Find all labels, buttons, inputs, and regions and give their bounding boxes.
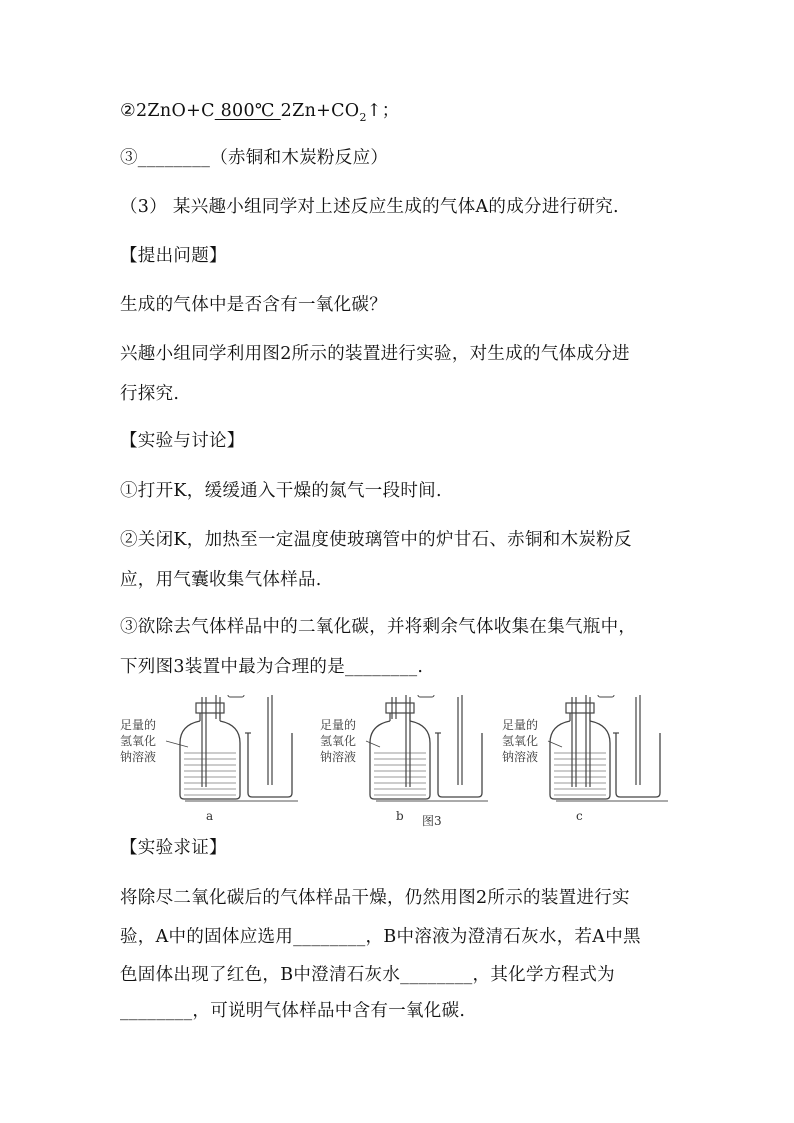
section-heading-verification: 【实验求证】 bbox=[120, 838, 227, 858]
paragraph-line: ②关闭K，加热至一定温度使玻璃管中的炉甘石、赤铜和木炭粉反 bbox=[120, 530, 632, 550]
paragraph-line: 行探究. bbox=[120, 384, 180, 404]
paragraph-line: 色固体出现了红色，B中澄清石灰水________，其化学方程式为 bbox=[120, 965, 615, 985]
apparatus-a bbox=[120, 695, 298, 823]
paragraph-line: 验，A中的固体应选用________，B中溶液为澄清石灰水，若A中黑 bbox=[120, 927, 641, 947]
figure-3-apparatus bbox=[120, 695, 680, 835]
label-line: 氢氧化 bbox=[320, 734, 357, 748]
label-line: 氢氧化 bbox=[502, 734, 539, 748]
paragraph-line: 兴趣小组同学利用图2所示的装置进行实验，对生成的气体成分进 bbox=[120, 344, 630, 364]
paragraph-line: 下列图3装置中最为合理的是________. bbox=[120, 657, 424, 677]
equation-tail: ↑； bbox=[366, 101, 400, 121]
equation-reactants: ②2ZnO+C bbox=[120, 101, 215, 121]
equation-line bbox=[120, 101, 400, 124]
label-line: 氢氧化 bbox=[120, 734, 157, 748]
figure-caption: 图3 bbox=[422, 814, 442, 828]
section-heading-question: 【提出问题】 bbox=[120, 246, 227, 266]
paragraph-line: 将除尽二氧化碳后的气体样品干燥，仍然用图2所示的装置进行实 bbox=[120, 888, 630, 908]
equation-products: 2Zn+CO bbox=[280, 101, 360, 121]
paragraph-line: ①打开K，缓缓通入干燥的氮气一段时间. bbox=[120, 481, 442, 501]
reaction-condition: 800℃ bbox=[214, 101, 281, 121]
sublabel-a: a bbox=[206, 809, 214, 823]
paragraph-line: 生成的气体中是否含有一氧化碳？ bbox=[120, 295, 387, 315]
label-line: 足量的 bbox=[120, 718, 157, 732]
paragraph-line: ③欲除去气体样品中的二氧化碳，并将剩余气体收集在集气瓶中， bbox=[120, 617, 637, 637]
apparatus-c bbox=[502, 695, 668, 823]
paragraph-line: 应，用气囊收集气体样品. bbox=[120, 570, 322, 590]
label-line: 钠溶液 bbox=[120, 750, 157, 764]
sublabel-c: c bbox=[576, 809, 583, 823]
section-heading-experiment: 【实验与讨论】 bbox=[120, 431, 245, 451]
paragraph-line: ________，可说明气体样品中含有一氧化碳. bbox=[120, 1001, 466, 1021]
subscript: 2 bbox=[359, 111, 367, 124]
label-line: 钠溶液 bbox=[502, 750, 539, 764]
question-3-intro: （3） 某兴趣小组同学对上述反应生成的气体A的成分进行研究. bbox=[120, 197, 619, 217]
label-line: 钠溶液 bbox=[320, 750, 357, 764]
sublabel-b: b bbox=[396, 809, 404, 823]
question-blank-line: ③________（赤铜和木炭粉反应） bbox=[120, 148, 389, 168]
label-line: 足量的 bbox=[502, 718, 539, 732]
apparatus-b bbox=[320, 695, 488, 828]
label-line: 足量的 bbox=[320, 718, 357, 732]
